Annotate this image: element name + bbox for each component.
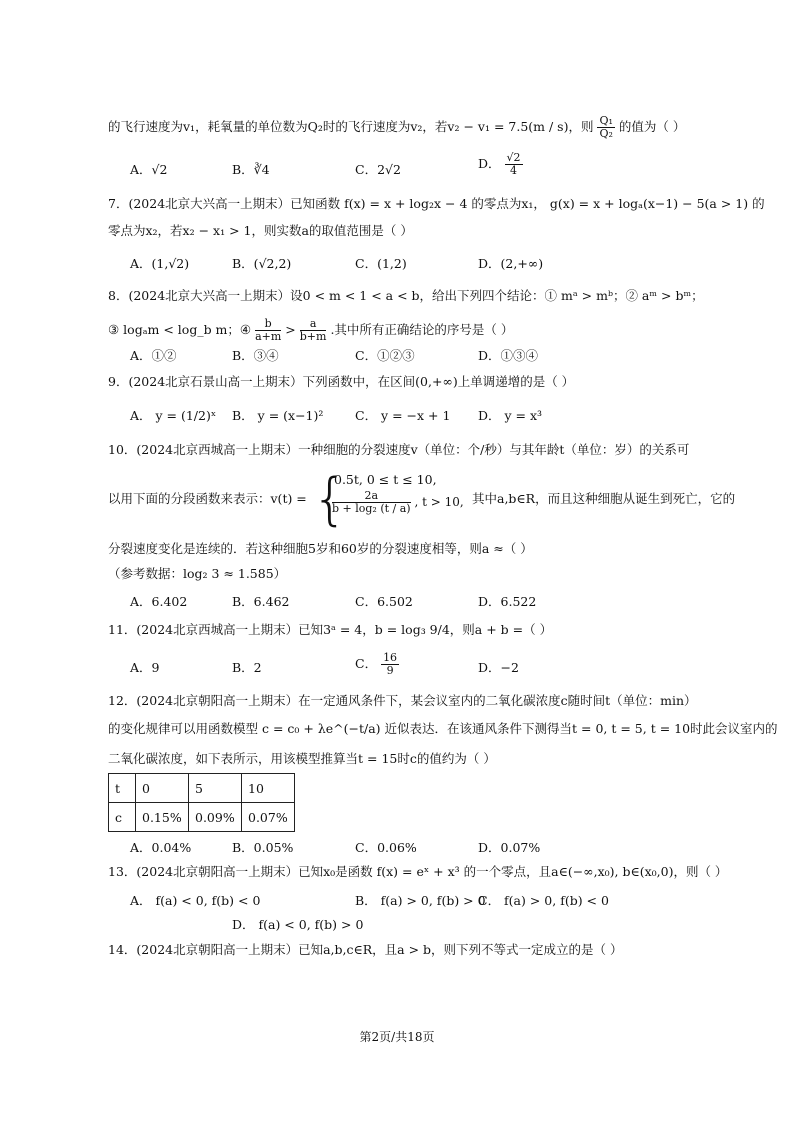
q10-stem-line2-pre: 以用下面的分段函数来表示：v(t) = — [108, 491, 307, 506]
table-cell: 0.07% — [242, 803, 295, 832]
q8-stem-line2-pre: ③ logₐm < log_b m；④ — [108, 322, 252, 337]
q11-option-c[interactable] — [355, 652, 399, 677]
q10-reference: （参考数据：log₂ 3 ≈ 1.585） — [108, 566, 287, 581]
q13-option-a[interactable]: A． f(a) < 0, f(b) < 0 — [130, 893, 261, 908]
q8-option-c[interactable]: C．①②③ — [355, 348, 415, 363]
q7-option-c[interactable]: C．(1,2) — [355, 256, 407, 271]
q8-stem-line1: 8．(2024北京大兴高一上期末）设0 < m < 1 < a < b，给出下列四个结论：① mᵃ > mᵇ；② aᵐ > bᵐ； — [108, 288, 704, 303]
page-footer: 第2页/共18页 — [359, 1030, 435, 1044]
q7-option-d[interactable]: D．(2,+∞) — [478, 256, 544, 271]
table-cell: 5 — [189, 774, 242, 803]
q8-stem-line2 — [108, 318, 513, 343]
q10-stem-line1: 10．(2024北京西城高一上期末）一种细胞的分裂速度v（单位：个/秒）与其年龄t（单位：岁）的关系可 — [108, 442, 690, 457]
q13-option-d[interactable]: D． f(a) < 0, f(b) > 0 — [232, 917, 364, 932]
q11-option-b[interactable]: B．2 — [232, 660, 262, 675]
q6-option-d[interactable] — [478, 152, 523, 177]
q12-option-d[interactable]: D．0.07% — [478, 840, 541, 855]
q12-option-b[interactable]: B．0.05% — [232, 840, 294, 855]
q9-option-b[interactable]: B． y = (x−1)² — [232, 408, 324, 423]
table-cell: t — [109, 774, 136, 803]
q11-option-c-num: 16 — [383, 651, 398, 664]
q9-option-a[interactable]: A． y = (1/2)ˣ — [130, 408, 217, 423]
q12-stem-line3: 二氧化碳浓度，如下表所示，用该模型推算当t = 15时c的值约为（ ） — [108, 751, 496, 766]
q10-option-d[interactable]: D．6.522 — [478, 594, 537, 609]
q11-stem: 11．(2024北京西城高一上期末）已知3ᵃ = 4，b = log₃ 9/4，则a + b =（ ） — [108, 622, 553, 637]
q12-option-c[interactable]: C．0.06% — [355, 840, 417, 855]
q10-stem-line2-post: 其中a,b∈R，而且这种细胞从诞生到死亡，它的 — [472, 491, 736, 506]
q9-stem: 9．(2024北京石景山高一上期末）下列函数中，在区间(0,+∞)上单调递增的是（ ） — [108, 374, 575, 389]
q6-option-d-den: 4 — [510, 164, 518, 177]
q6-option-d-num: √2 — [506, 151, 521, 164]
q8-fraction-1 — [255, 318, 281, 343]
q8-option-d[interactable]: D．①③④ — [478, 348, 539, 363]
table-cell: 0.09% — [189, 803, 242, 832]
q9-option-c[interactable]: C． y = −x + 1 — [355, 408, 451, 423]
q10-case-2-num: 2a — [332, 490, 411, 503]
q10-case-2-den: b + log₂ (t / a) — [332, 502, 411, 515]
q10-option-b[interactable]: B．6.462 — [232, 594, 290, 609]
q7-option-b[interactable]: B．(√2,2) — [232, 256, 292, 271]
q8-option-a[interactable]: A．①② — [130, 348, 177, 363]
q8-fraction-1-num: b — [255, 318, 281, 331]
table-row — [109, 774, 295, 803]
q6-fraction-den: Q₂ — [599, 127, 613, 140]
q9-option-d[interactable]: D． y = x³ — [478, 408, 543, 423]
table-cell: 0.15% — [136, 803, 189, 832]
q10-case-2-cond: , t > 10, — [414, 495, 464, 509]
q6-option-d-fraction — [505, 152, 523, 177]
q6-fraction-num: Q₁ — [599, 114, 613, 127]
q10-case-2 — [332, 490, 464, 515]
q10-brace: { — [312, 467, 348, 532]
q6-option-c[interactable]: C．2√2 — [355, 162, 401, 177]
q11-option-c-label: C． — [355, 656, 378, 671]
q8-fraction-1-den: a+m — [255, 330, 282, 343]
q10-case-1: 0.5t, 0 ≤ t ≤ 10, — [334, 472, 437, 487]
table-row — [109, 803, 295, 832]
q8-fraction-2-num: a — [300, 318, 327, 331]
table-cell: 0 — [136, 774, 189, 803]
q13-option-c[interactable]: C． f(a) > 0, f(b) < 0 — [478, 893, 609, 908]
q8-stem-line2-post: .其中所有正确结论的序号是（ ） — [330, 322, 514, 337]
q8-option-b[interactable]: B．③④ — [232, 348, 279, 363]
q8-fraction-2-den: b+m — [299, 330, 327, 343]
table-cell: 10 — [242, 774, 295, 803]
q10-stem-line3: 分裂速度变化是连续的．若这种细胞5岁和60岁的分裂速度相等，则a ≈（ ） — [108, 541, 533, 556]
q12-stem-line1: 12．(2024北京朝阳高一上期末）在一定通风条件下，某会议室内的二氧化碳浓度c随时间t（单位：min） — [108, 693, 697, 708]
q7-stem-line2: 零点为x₂，若x₂ − x₁ > 1，则实数a的取值范围是（ ） — [108, 223, 413, 238]
q7-stem-line1: 7．(2024北京大兴高一上期末）已知函数 f(x) = x + log₂x − 4 的零点为x₁， g(x) = x + logₐ(x−1) − 5(a > 1) 的 — [108, 196, 765, 211]
q11-option-c-fraction — [381, 652, 399, 677]
q10-option-a[interactable]: A．6.402 — [130, 594, 188, 609]
q6-fraction — [597, 115, 614, 140]
q6-option-b[interactable]: B．∛4 — [232, 162, 270, 177]
q8-fraction-2 — [300, 318, 327, 343]
q14-stem: 14．(2024北京朝阳高一上期末）已知a,b,c∈R，且a > b，则下列不等式一定成立的是（ ） — [108, 942, 623, 957]
q12-stem-line2: 的变化规律可以用函数模型 c = c₀ + λe^(−t/a) 近似表达．在该通风条件下测得当t = 0, t = 5, t = 10时此会议室内的 — [108, 721, 778, 736]
q11-option-a[interactable]: A．9 — [130, 660, 160, 675]
q6-stem-end: 的值为（ ） — [618, 119, 686, 134]
q6-option-a[interactable]: A．√2 — [130, 162, 168, 177]
q12-data-table — [108, 773, 295, 832]
q11-option-c-den: 9 — [386, 664, 394, 677]
q11-option-d[interactable]: D．−2 — [478, 660, 519, 675]
q6-stem-text: 的飞行速度为v₁，耗氧量的单位数为Q₂时的飞行速度为v₂，若v₂ − v₁ = 7.5(m / s)，则 — [108, 119, 594, 134]
q12-option-a[interactable]: A．0.04% — [130, 840, 192, 855]
q10-piecewise — [312, 467, 472, 532]
q6-stem — [108, 115, 685, 140]
q13-option-b[interactable]: B． f(a) > 0, f(b) > 0 — [355, 893, 486, 908]
q7-option-a[interactable]: A．(1,√2) — [130, 256, 190, 271]
q10-option-c[interactable]: C．6.502 — [355, 594, 413, 609]
table-cell: c — [109, 803, 136, 832]
q6-option-d-label: D． — [478, 156, 501, 171]
q10-case-2-fraction — [332, 490, 411, 515]
q8-gt-sign: > — [285, 322, 296, 337]
q13-stem: 13．(2024北京朝阳高一上期末）已知x₀是函数 f(x) = eˣ + x³ 的一个零点，且a∈(−∞,x₀), b∈(x₀,0)，则（ ） — [108, 864, 728, 879]
